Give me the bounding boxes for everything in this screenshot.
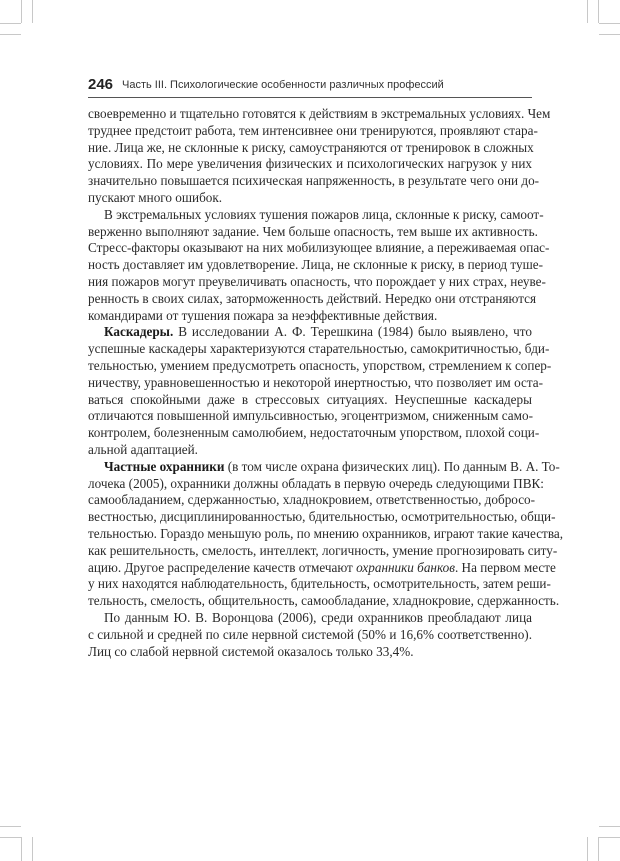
text-line: ние. Лица же, не склонные к риску, самоустраняются от тренировок в сложных bbox=[88, 139, 534, 155]
text-run: ацию. Другое распределение качеств отмечают bbox=[88, 559, 357, 575]
crop-mark bbox=[0, 837, 21, 838]
text-run: В исследовании А. Ф. Терешкина (1984) было выявлено, что bbox=[173, 324, 532, 340]
text-line: значительно повышается психическая напряженность, в результате чего они до- bbox=[88, 173, 540, 189]
text-line: с сильной и средней по силе нервной системой (50% и 16,6% соответственно). bbox=[88, 626, 532, 642]
text-line: отличаются повышенной импульсивностью, эгоцентризмом, сниженным само- bbox=[88, 408, 533, 424]
text-line: тельностью, умением предусмотреть опасность, упорством, стремлением к сопер- bbox=[88, 357, 552, 373]
run-in-heading: Частные охранники bbox=[104, 458, 225, 474]
crop-mark bbox=[599, 826, 620, 827]
crop-mark bbox=[0, 23, 21, 24]
crop-mark bbox=[599, 23, 620, 24]
text-line: В экстремальных условиях тушения пожаров лица, склонные к риску, самоот- bbox=[104, 206, 544, 222]
crop-mark bbox=[598, 837, 599, 861]
crop-mark bbox=[21, 837, 22, 861]
paragraph-stuntmen bbox=[88, 324, 552, 458]
paragraph bbox=[88, 610, 532, 660]
crop-mark bbox=[32, 0, 33, 23]
text-line: верженно выполняют задание. Чем больше опасность, тем выше их активность. bbox=[88, 223, 538, 239]
crop-mark bbox=[587, 837, 588, 861]
text-line: тельность, смелость, общительность, самообладание, хладнокровие, сдержанность. bbox=[88, 593, 560, 609]
text-line: как решительность, смелость, интеллект, логичность, умение прогнозировать ситу- bbox=[88, 542, 558, 558]
text-line: вестностью, дисциплинированностью, бдительностью, осмотрительностью, общи- bbox=[88, 509, 556, 525]
crop-mark bbox=[0, 826, 21, 827]
text-run: (в том числе охрана физических лиц). По данным В. А. То- bbox=[224, 458, 560, 474]
text-line: успешные каскадеры характеризуются старательностью, самокритичностью, бди- bbox=[88, 341, 550, 357]
text-line: ния пожаров могут преувеличивать опасность, что порождает у них страх, неуве- bbox=[88, 273, 546, 289]
text-line: своевременно и тщательно готовятся к действиям в экстремальных условиях. Чем bbox=[88, 106, 551, 121]
text-line: тельностью. Гораздо меньшую роль, по мнению охранников, играют такие качества, bbox=[88, 525, 564, 541]
text-line bbox=[88, 559, 556, 577]
text-line: Стресс-факторы оказывают на них мобилизующее влияние, а переживаемая опас- bbox=[88, 240, 550, 256]
page-number: 246 bbox=[88, 76, 114, 93]
crop-mark bbox=[598, 0, 599, 23]
paragraph bbox=[88, 206, 550, 325]
page-body bbox=[88, 106, 564, 660]
crop-mark bbox=[32, 837, 33, 861]
text-line: ность доставляет им удовлетворение. Лица, не склонные к риску, в период туше- bbox=[88, 257, 543, 273]
text-run: . На первом месте bbox=[454, 559, 556, 575]
text-line: труднее предстоит работа, тем интенсивнее они тренируются, проявляют стара- bbox=[88, 122, 538, 138]
crop-mark bbox=[599, 34, 620, 35]
italic-term: охранники банков bbox=[356, 559, 455, 575]
crop-mark bbox=[587, 0, 588, 23]
text-line: самообладанием, сдержанностью, хладнокровием, ответственностью, добросо- bbox=[88, 492, 536, 508]
paragraph bbox=[88, 106, 551, 207]
text-line: Лиц со слабой нервной системой оказалось только 33,4%. bbox=[88, 643, 414, 659]
text-line: ренность в своих силах, заторможенность действий. Нередко они отстраняются bbox=[88, 290, 537, 306]
crop-mark bbox=[0, 34, 21, 35]
text-line: условиях. По мере увеличения физических и психологических нагрузок у них bbox=[88, 156, 532, 172]
text-line: у них находятся наблюдательность, бдительность, осмотрительность, затем реши- bbox=[88, 576, 551, 592]
text-line: альной адаптацией. bbox=[88, 441, 198, 457]
text-line: командирами от тушения пожара за неэффективные действия. bbox=[88, 307, 438, 323]
text-line bbox=[88, 324, 532, 341]
crop-mark bbox=[21, 0, 22, 23]
text-line: пускают много ошибок. bbox=[88, 189, 223, 205]
run-in-heading: Каскадеры. bbox=[104, 324, 174, 340]
text-line: контролем, болезненным самолюбием, недостаточным упорством, плохой соци- bbox=[88, 425, 540, 441]
running-title: Часть III. Психологические особенности различных профессий bbox=[122, 79, 444, 91]
crop-mark bbox=[599, 837, 620, 838]
text-line bbox=[88, 458, 560, 476]
text-line: ваться спокойными даже в стрессовых ситуациях. Неуспешные каскадеры bbox=[88, 391, 532, 407]
text-line: лочека (2005), охранники должны обладать в первую очередь следующими ПВК: bbox=[88, 475, 544, 491]
text-line: По данным Ю. В. Воронцова (2006), среди охранников преобладают лица bbox=[104, 609, 532, 625]
text-line: ничеству, уравновешенностью и некоторой инертностью, что позволяет им оста- bbox=[88, 374, 544, 390]
paragraph-private-guards bbox=[88, 458, 564, 610]
running-header bbox=[88, 76, 532, 98]
